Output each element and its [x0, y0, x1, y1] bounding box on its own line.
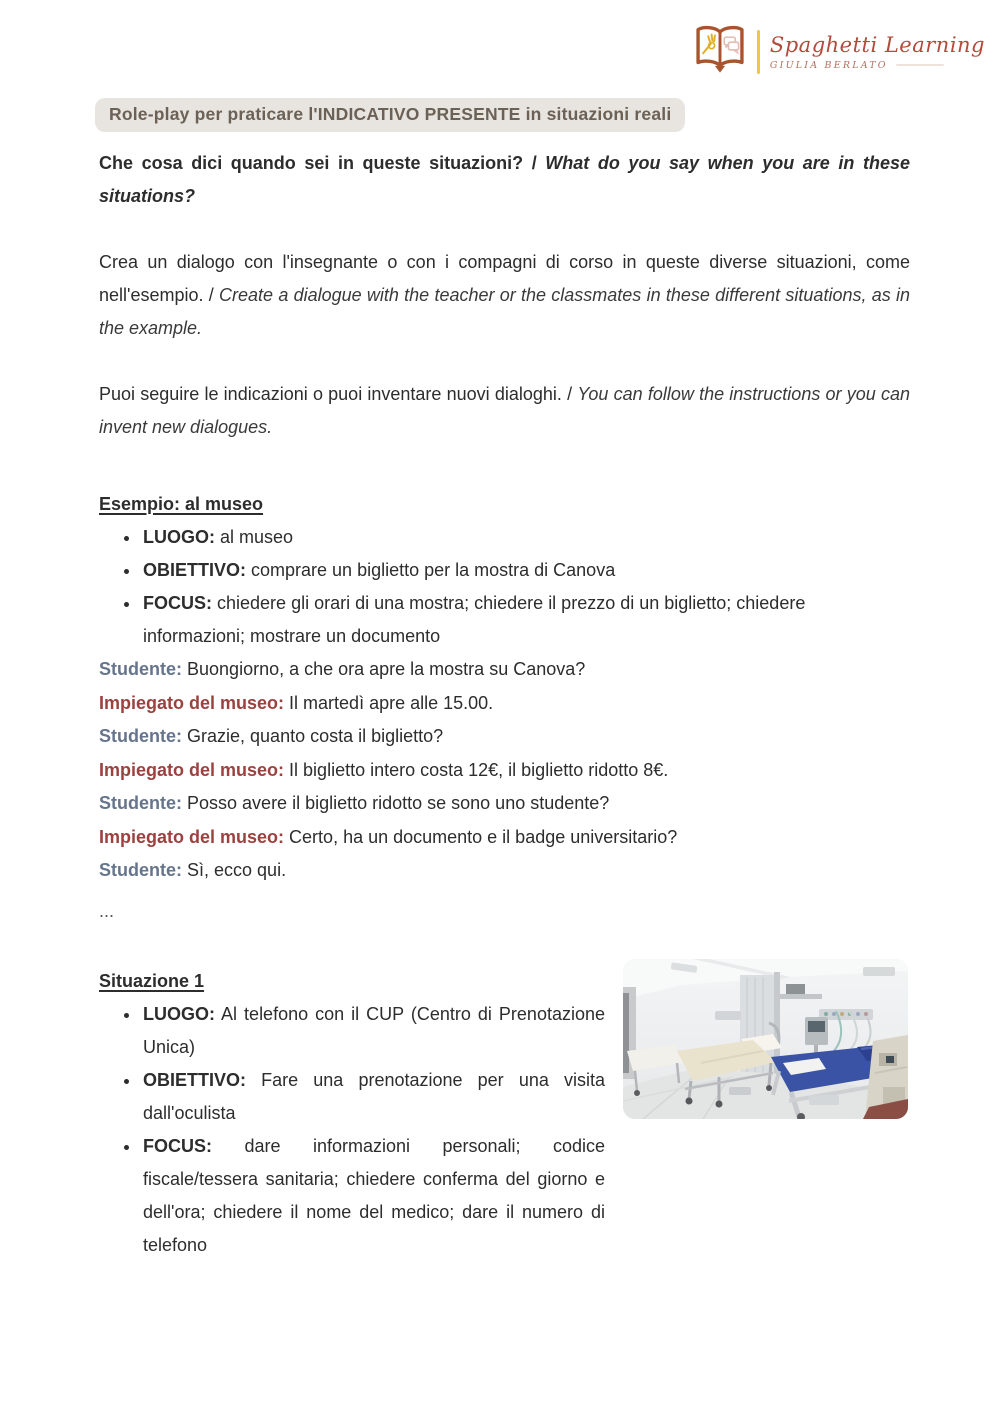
bullet-text: chiedere gli orari di una mostra; chiedere il prezzo di un biglietto; chiedere informazioni; mostrare un documento	[143, 593, 806, 646]
dialogue-line	[99, 653, 910, 687]
dialogue-line	[99, 687, 910, 721]
situation-1-bullet-list	[99, 998, 605, 1262]
speaker-student-label: Studente:	[99, 726, 182, 746]
author-underline	[896, 64, 944, 66]
bullet-text: dare informazioni personali; codice fiscale/tessera sanitaria; chiedere conferma del giorno e dell'ora; chiedere il nome del medico; dare il numero di telefono	[143, 1135, 605, 1255]
bullet-label: FOCUS:	[143, 593, 212, 613]
bullet-text: comprare un biglietto per la mostra di Canova	[251, 560, 616, 580]
dialogue-line	[99, 821, 910, 855]
speaker-student-label: Studente:	[99, 793, 182, 813]
example-bullet-list	[99, 521, 910, 653]
author-name: GIULIA BERLATO	[769, 59, 888, 71]
situation-1-bullet-obiettivo	[141, 1064, 605, 1130]
brand-logo	[693, 24, 985, 79]
bullet-label: OBIETTIVO:	[143, 1069, 246, 1090]
logo-divider	[757, 30, 760, 74]
example-bullet-obiettivo	[141, 554, 910, 587]
logo-text	[770, 33, 985, 71]
bullet-text: Al telefono con il CUP (Centro di Prenotazione Unica)	[143, 1003, 605, 1057]
dialogue-text: Certo, ha un documento e il badge universitario?	[289, 826, 678, 847]
example-heading-text: Esempio: al museo	[99, 494, 264, 514]
dialogue-text: Sì, ecco qui.	[187, 860, 287, 880]
bullet-text: al museo	[220, 527, 294, 547]
dialogue-line	[99, 754, 910, 788]
situation-1-heading	[99, 965, 605, 998]
bullet-label: OBIETTIVO:	[143, 560, 246, 580]
example-heading	[99, 488, 910, 521]
example-bullet-focus	[141, 587, 910, 653]
situation-1-heading-text: Situazione 1	[99, 970, 205, 991]
dialogue-text: Il biglietto intero costa 12€, il biglietto ridotto 8€.	[289, 759, 669, 780]
paragraph-2-it: Puoi seguire le indicazioni o puoi inventare nuovi dialoghi. /	[99, 384, 573, 404]
intro-question-en: What do you say when you are in these situations?	[99, 153, 910, 206]
spaghetti-book-icon	[693, 24, 747, 79]
author-row	[770, 60, 985, 71]
dialogue-line	[99, 720, 910, 754]
bullet-label: LUOGO:	[143, 1003, 215, 1024]
dialogue-continuation-ellipsis: ...	[99, 900, 115, 921]
paragraph-2-en: You can follow the instructions or you can invent new dialogues.	[99, 384, 910, 437]
bullet-text: Fare una prenotazione per una visita dall'oculista	[143, 1069, 605, 1123]
speaker-student-label: Studente:	[99, 860, 182, 880]
example-bullet-luogo	[141, 521, 910, 554]
hospital-ward-photo	[623, 959, 908, 1119]
dialogue-text: Posso avere il biglietto ridotto se sono uno studente?	[187, 793, 610, 813]
situation-1-bullet-luogo	[141, 998, 605, 1064]
brand-name: Spaghetti Learning	[769, 32, 985, 57]
dialogue-text: Buongiorno, a che ora apre la mostra su Canova?	[187, 659, 586, 679]
speaker-student-label: Studente:	[99, 659, 182, 679]
example-dialogue	[99, 653, 910, 921]
dialogue-line	[99, 787, 910, 821]
speaker-clerk-label: Impiegato del museo:	[99, 692, 285, 713]
paragraph-1-it: Crea un dialogo con l'insegnante o con i compagni di corso in queste diverse situazioni, come nell'esempio. /	[99, 252, 910, 305]
worksheet-title: Role-play per praticare l'INDICATIVO PRESENTE in situazioni reali	[95, 98, 685, 132]
intro-question	[99, 147, 910, 213]
dialogue-text: Grazie, quanto costa il biglietto?	[187, 726, 444, 746]
intro-question-it: Che cosa dici quando sei in queste situazioni? /	[99, 153, 537, 173]
situation-1-section	[99, 965, 910, 1262]
instruction-paragraph-2	[99, 378, 910, 444]
instruction-paragraph-1	[99, 246, 910, 345]
speaker-clerk-label: Impiegato del museo:	[99, 759, 285, 780]
speaker-clerk-label: Impiegato del museo:	[99, 826, 285, 847]
situation-1-bullet-focus	[141, 1130, 605, 1262]
dialogue-text: Il martedì apre alle 15.00.	[289, 692, 494, 713]
paragraph-1-en: Create a dialogue with the teacher or the classmates in these different situations, as in the example.	[99, 285, 910, 338]
dialogue-line	[99, 854, 910, 888]
bullet-label: FOCUS:	[143, 1135, 212, 1156]
bullet-label: LUOGO:	[143, 527, 215, 547]
situation-1-text	[99, 965, 605, 1262]
